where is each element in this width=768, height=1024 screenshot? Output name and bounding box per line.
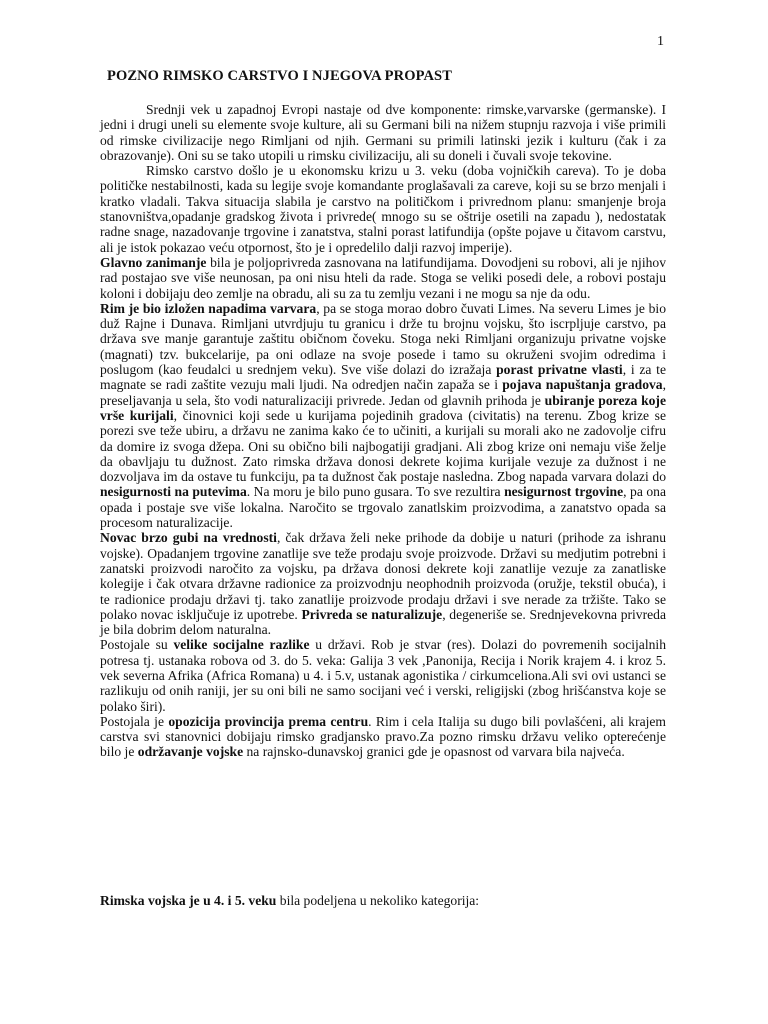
bold-phrase: pojava napuštanja gradova — [502, 377, 663, 393]
text-segment: , činovnici koji sede u kurijama pojedinih gradova (civitatis) na terenu. Zbog krize se porezi sve teže ubiru, a državu ne zanima kako će to učiniti, a kurijali su morali ako ne zadovolje cifru da domire iz svoga džepa. Oni su obično bili najbogatiji gradjani. Ali zbog krize oni nemaju više želje da obavljaju tu dužnost. Zato rimska država donosi dekrete kojima kurijale vezuje za dužnost i ne dozvoljava im da ostave tu funkciju, pa ta dužnost čak postaje nasledna. Zbog napada varvara dolazi do — [100, 407, 666, 485]
text-segment: . Rim i cela Italija su dugo bili povlašćeni, ali krajem carstva svi stanovnici dobijaju rimsko gradjansko pravo.Za pozno rimsku državu veliko opterećenje bilo je — [100, 713, 666, 760]
bold-phrase: nesigurnosti na putevima — [100, 484, 247, 500]
bold-phrase: Novac brzo gubi na vrednosti — [100, 530, 277, 546]
paragraph — [100, 255, 666, 301]
text-segment: , pa ona opada i postaje sve više lokalna. Naročito se trgovalo zanatlskim proizvodima, a zanatstvo opada sa procesom naturalizacije. — [100, 484, 667, 531]
paragraph — [100, 102, 666, 163]
document-body — [100, 102, 666, 760]
text-segment: Rimsko carstvo došlo je u ekonomsku krizu u 3. veku (doba vojničkih careva). To je doba političke nestabilnosti, kada su legije svoje komandante proglašavali za careve, koji su se brzo menjali i kratko vladali. Takva situacija slabila je carstvo na političkom i privrednom planu: smanjenje broja stanovništva,opadanje gradskog života i privrede( mnogo su se oštrije osetili na zapadu ), nedostatak radne snage, nazadovanje trgovine i zanatstva, stalni porast latifundija (opšte pojave u čitavom carstvu, ali je istok pokazao veću otpornost, što je i opredelilo dalji razvoj imperije). — [100, 163, 666, 255]
text-segment: . Na moru je bilo puno gusara. To sve rezultira — [246, 484, 505, 500]
text-segment: na rajnsko-dunavskoj granici gde je opasnost od varvara bila najveća. — [243, 744, 625, 760]
text-segment: bila podeljena u nekoliko kategorija: — [276, 893, 480, 908]
section-intro-line — [100, 893, 666, 908]
paragraph — [100, 637, 666, 713]
bold-phrase: Privreda se naturalizuje — [301, 606, 443, 622]
paragraph — [100, 714, 666, 760]
bold-phrase: ubiranje poreza koje vrše kurijali — [100, 392, 666, 423]
bold-phrase: Rimska vojska je u 4. i 5. veku — [100, 893, 277, 908]
document-title: POZNO RIMSKO CARSTVO I NJEGOVA PROPAST — [107, 68, 452, 84]
bold-phrase: opozicija provincija prema centru — [168, 713, 369, 729]
text-segment: , preseljavanja u sela, što vodi naturalizaciji privrede. Jedan od glavnih prihoda je — [100, 377, 666, 408]
bold-phrase: Glavno zanimanje — [100, 254, 207, 270]
text-segment: u državi. Rob je stvar (res). Dolazi do povremenih socijalnih potresa tj. ustanaka robova od 3. do 5. veka: Galija 3 vek ,Panonija, Recija i Norik krajem 4. i kroz 5. vek severna Afrika (Africa Romana) u 4. i 5.v, ustanak agonistika / cirkumceliona.Ali svi ovi ustanci se razlikuju od onih raniji, jer su oni bili ne samo socijani već i verski, religijski (zbog hrišćanstva koje se polako širi). — [100, 637, 666, 714]
text-segment: , pa se stoga morao dobro čuvati Limes. Na severu Limes je bio duž Rajne i Dunava. Rimljani utvrdjuju tu granicu i drže tu brojnu vojsku, što iscrpljuje carstvo, pa država sve manje garantuje zaštitu običnom čoveku. Stoga neki Rimljani organizuju privatne vojske (magnati) tzv. bukcelarije, pa oni odlaze na svoje posede i tamo su okruženi svojim odredima i poslugom (kao feudalci u srednjem veku). Sve više dolazi do izražaja — [100, 300, 666, 378]
bold-phrase: Rim je bio izložen napadima varvara — [100, 300, 317, 316]
text-segment: , degeneriše se. Srednjevekovna privreda je bila dobrim delom naturalna. — [100, 606, 666, 638]
text-segment: bila je poljoprivreda zasnovana na latifundijama. Dovodjeni su robovi, ali je njihov rad postajao sve više neunosan, pa oni nisu hteli da rade. Stoga se veliki posedi dele, a robovi postaju koloni i dobijaju deo zemlje na obradu, ali su za tu zemlju vezani i ne mogu sa nje da odu. — [100, 254, 666, 301]
text-segment: Srednji vek u zapadnoj Evropi nastaje od dve komponente: rimske,varvarske (germanske). I jedni i drugi uneli su elemente svoje kulture, ali su Germani bili na nižem stupnju razvoja i više primili od rimske civilizacije nego Rimljani od njih. Germani su primili latinski jezik i kulturu (čak i za obrazovanje). Oni su se tako utopili u rimsku civilizaciju, ali su doneli i čuvali svoje tekovine. — [100, 102, 666, 163]
paragraph — [100, 530, 666, 637]
text-segment: Postojale su — [100, 637, 174, 653]
text-segment: , i za te magnate se radi zaštite vezuju mali ljudi. Na odredjen način zapaža se i — [100, 362, 666, 393]
text-segment: , čak država želi neke prihode da dobije u naturi (prihode za ishranu vojske). Opadanjem trgovine zanatlije sve teže prodaju svoje proizvode. Državi su medjutim potrebni i zanatski proizvodi naročito za vojsku, pa država donosi dekrete koji zanatlije vezuje za zanatliske kolegije i čak otvara državne radionice za proizvodnju neophodnih proizvoda (oružje, tekstil obuća), i te radionice prodaju državi tj. tako zanatlije proizvode prodaju državi i sve nerade za tržište. Tako se polako novac isključuje iz upotrebe. — [100, 530, 666, 622]
bold-phrase: nesigurnost trgovine — [504, 484, 624, 500]
paragraph — [100, 163, 666, 255]
bold-phrase: porast privatne vlasti — [496, 362, 623, 378]
bold-phrase: održavanje vojske — [137, 744, 244, 760]
page-number: 1 — [657, 34, 664, 49]
bold-phrase: velike socijalne razlike — [173, 637, 310, 653]
paragraph — [100, 301, 666, 530]
text-segment: Postojala je — [100, 713, 169, 729]
